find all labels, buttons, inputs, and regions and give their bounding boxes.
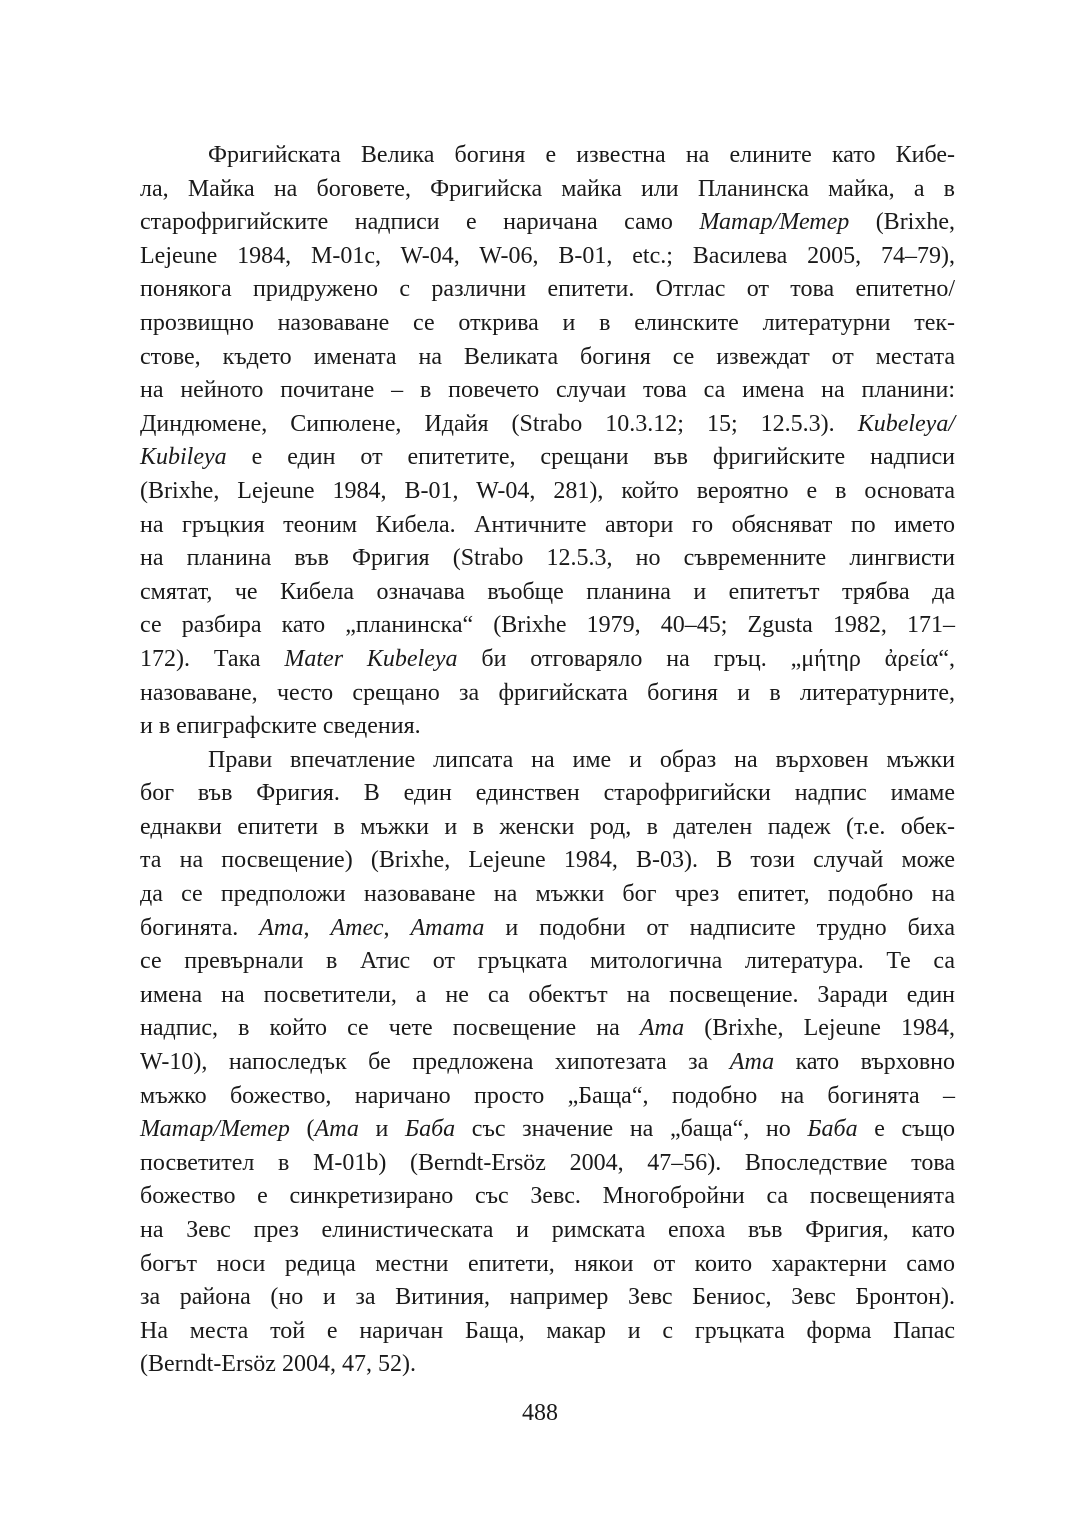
text-line	[140, 509, 955, 543]
italic-term: Ата	[259, 914, 304, 941]
text-segment: Прави впечатление липсата на име и образ на върховен мъжки	[208, 746, 955, 773]
text-line	[140, 1180, 955, 1214]
text-line	[140, 979, 955, 1013]
text-line	[140, 844, 955, 878]
text-segment: (	[289, 1116, 315, 1143]
text-line	[140, 744, 955, 778]
italic-term: Kubileya	[140, 444, 227, 471]
text-segment: (Brixhe, Lejeune 1984, B-01, W-04, 281), който вероятно е в основата	[140, 477, 955, 504]
text-segment: посветител в M-01b) (Berndt-Ersöz 2004, 47–56). Впоследствие това	[140, 1149, 955, 1176]
body-text	[140, 139, 955, 1382]
text-line	[140, 912, 955, 946]
text-line	[140, 374, 955, 408]
text-segment: 172). Така	[140, 645, 285, 672]
text-segment: да се предположи назоваване на мъжки бог чрез епитет, подобно на	[140, 881, 955, 908]
text-line	[140, 206, 955, 240]
text-segment: е един от епитетите, срещани във фригийските надписи	[226, 444, 955, 471]
text-segment: и	[358, 1116, 405, 1143]
text-segment: назоваване, често срещано за фригийската богиня и в литературните,	[140, 679, 955, 706]
text-segment: за района (но и за Витиния, например Зевс Бениос, Зевс Бронтон).	[140, 1284, 955, 1311]
text-segment: (Berndt-Ersöz 2004, 47, 52).	[140, 1351, 416, 1378]
text-segment: със значение на „баща“, но	[455, 1116, 808, 1143]
text-segment: се разбира като „планинска“ (Brixhe 1979, 40–45; Zgusta 1982, 171–	[140, 612, 955, 639]
text-segment: понякога придружено с различни епитети. Отглас от това епитетно/	[140, 276, 955, 303]
text-segment: Диндюмене, Сипюлене, Идайя (Strabo 10.3.12; 15; 12.5.3).	[140, 410, 858, 437]
page-number: 488	[522, 1400, 558, 1426]
text-segment: като върховно	[774, 1049, 955, 1076]
text-segment: Lejeune 1984, M-01c, W-04, W-06, B-01, etc.; Василева 2005, 74–79),	[140, 242, 955, 269]
italic-term: Ата	[729, 1049, 775, 1076]
italic-term: Баба	[807, 1116, 858, 1143]
text-line	[140, 710, 955, 744]
text-segment: на нейното почитане – в повечето случаи това са имена на планини:	[140, 377, 955, 404]
italic-term: Kubeleya/	[857, 410, 955, 437]
text-segment: е също	[857, 1116, 956, 1143]
text-line	[140, 677, 955, 711]
text-segment: ,	[383, 914, 411, 941]
text-segment: старофригийските надписи е наричана само	[140, 209, 700, 236]
text-segment: мъжко божество, наричано просто „Баща“, подобно на богинята –	[140, 1082, 955, 1109]
text-segment: на планина във Фригия (Strabo 12.5.3, но съвременните лингвисти	[140, 545, 955, 572]
text-line	[140, 811, 955, 845]
text-segment: стове, където имената на Великата богиня се извеждат от местата	[140, 343, 955, 370]
text-line	[140, 240, 955, 274]
text-line	[140, 441, 955, 475]
text-segment: Фригийската Велика богиня е известна на елините като Кибе-	[208, 142, 955, 168]
text-line	[140, 1012, 955, 1046]
text-line	[140, 408, 955, 442]
text-segment: На места той е наричан Баща, макар и с гръцката форма Папас	[140, 1317, 955, 1344]
text-segment: бог във Фригия. В един единствен старофригийски надпис имаме	[140, 780, 955, 807]
text-line	[140, 1113, 955, 1147]
paragraph	[140, 139, 955, 744]
text-line	[140, 173, 955, 207]
text-line	[140, 1080, 955, 1114]
italic-term: Баба	[404, 1116, 456, 1143]
text-segment: W-10), напоследък бе предложена хипотезата за	[140, 1049, 730, 1076]
text-segment: на гръцкия теоним Кибела. Античните автори го обясняват по името	[140, 511, 955, 538]
italic-term: Ата	[639, 1015, 685, 1042]
text-line	[140, 878, 955, 912]
text-line	[140, 609, 955, 643]
text-line	[140, 1248, 955, 1282]
text-segment: ла, Майка на боговете, Фригийска майка или Планинска майка, а в	[140, 175, 955, 202]
text-segment: би отговаряло на гръц. „μήτηρ ἀρεία“,	[457, 645, 955, 672]
text-line	[140, 1281, 955, 1315]
italic-term: Атес	[330, 914, 384, 941]
italic-term: Матар/Метер	[699, 209, 850, 236]
text-line	[140, 542, 955, 576]
text-line	[140, 777, 955, 811]
text-line	[140, 341, 955, 375]
text-line	[140, 1315, 955, 1349]
italic-term: Атата	[410, 914, 485, 941]
text-segment: надпис, в който се чете посвещение на	[140, 1015, 640, 1042]
text-segment: (Brixhe,	[849, 209, 956, 236]
text-line	[140, 1348, 955, 1382]
text-line	[140, 1214, 955, 1248]
text-segment: (Brixhe, Lejeune 1984,	[684, 1015, 955, 1042]
text-segment: ,	[303, 914, 331, 941]
text-line	[140, 475, 955, 509]
text-segment: на Зевс през елинистическата и римската епоха във Фригия, като	[140, 1217, 955, 1243]
text-segment: богинята.	[140, 914, 260, 941]
text-segment: богът носи редица местни епитети, някои от които характерни само	[140, 1250, 955, 1277]
text-line	[140, 139, 955, 173]
text-segment: божество е синкретизирано със Зевс. Многобройни са посвещенията	[140, 1183, 955, 1210]
text-line	[140, 1046, 955, 1080]
text-line	[140, 945, 955, 979]
italic-term: Матар/Метер	[140, 1116, 290, 1143]
text-line	[140, 273, 955, 307]
italic-term: Mater Kubeleya	[284, 645, 458, 672]
text-segment: прозвищно назоваване се открива и в елинските литературни тек-	[140, 309, 955, 336]
text-segment: и в епиграфските сведения.	[140, 713, 421, 740]
text-segment: та на посвещение) (Brixhe, Lejeune 1984, B-03). В този случай може	[140, 847, 955, 874]
text-segment: и подобни от надписите трудно биха	[484, 914, 955, 941]
text-line	[140, 307, 955, 341]
italic-term: Ата	[314, 1116, 359, 1143]
text-line	[140, 576, 955, 610]
text-segment: смятат, че Кибела означава въобще планина и епитетът трябва да	[140, 578, 955, 605]
text-segment: имена на посветители, а не са обектът на посвещение. Заради един	[140, 981, 955, 1008]
text-line	[140, 643, 955, 677]
text-line	[140, 1147, 955, 1181]
text-segment: се превърнали в Атис от гръцката митологична литература. Те са	[140, 948, 955, 975]
text-segment: еднакви епитети в мъжки и в женски род, в дателен падеж (т.е. обек-	[140, 813, 955, 840]
paragraph	[140, 744, 955, 1382]
